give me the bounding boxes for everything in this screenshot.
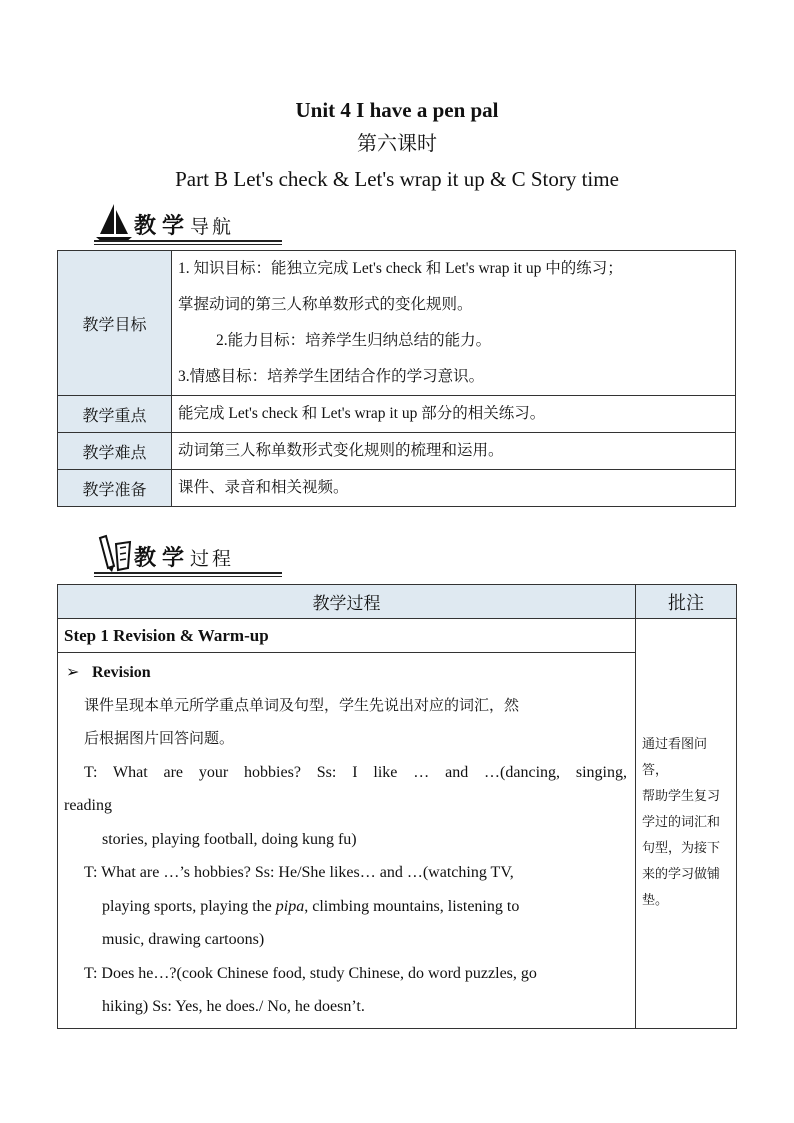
bullet-revision: ➢ Revision (64, 655, 629, 689)
lesson-part: Part B Let's check & Let's wrap it up & C Story time (175, 167, 619, 191)
notes-cell: 通过看图问答， 帮助学生复习 学过的词汇和 句型，为接下 来的学习做铺 垫。 (636, 619, 737, 1029)
column-header-notes: 批注 (636, 585, 737, 619)
banner-underline-thin (94, 244, 282, 245)
teaching-process-table (57, 584, 737, 1029)
table-row (58, 251, 736, 396)
row-label-difficulties: 教学难点 (58, 433, 172, 470)
column-header-process: 教学过程 (58, 585, 636, 619)
teaching-overview-table (57, 250, 736, 507)
banner-teaching-navigation (92, 200, 282, 246)
teaching-goals-content: 1. 知识目标：能独立完成 Let's check 和 Let's wrap it up 中的练习； 掌握动词的第三人称单数形式的变化规则。 2.能力目标：培养学生归纳总结的能力。 3.情感目标：培养学生团结合作的学习意识。 (172, 251, 736, 396)
key-points-content: 能完成 Let's check 和 Let's wrap it up 部分的相关练习。 (178, 405, 546, 422)
title-block (0, 95, 794, 197)
row-label-teaching-goals: 教学目标 (58, 251, 172, 396)
banner-label: 教学过程 (134, 546, 235, 571)
banner-underline (94, 572, 282, 574)
unit-title: Unit 4 I have a pen pal (295, 98, 499, 122)
row-label-preparation: 教学准备 (58, 470, 172, 507)
table-header-row (58, 585, 737, 619)
banner-label: 教学导航 (134, 214, 235, 239)
difficulties-content: 动词第三人称单数形式变化规则的梳理和运用。 (178, 442, 504, 459)
table-row (58, 653, 737, 1029)
table-row (58, 470, 736, 507)
table-row (58, 396, 736, 433)
table-row (58, 619, 737, 653)
step-body: ➢ Revision 课件呈现本单元所学重点单词及句型，学生先说出对应的词汇，然 后根据图片回答问题。 T: What are your hobbies? Ss: I like … and …(dancing, singing, reading stories, playing football, doing kung fu) T: What are …’s hobbies? Ss: He/She likes… and …(watching TV, playing sports, playing the pipa, climbing mountains, listening to music, drawing cartoons) T: Does he…?(cook Chinese food, study Chinese, do word puzzles, go hiking) Ss: Yes, he does./ No, he doesn’t. (58, 653, 636, 1029)
row-label-key-points: 教学重点 (58, 396, 172, 433)
banner-underline-thin (94, 576, 282, 577)
arrow-bullet-icon: ➢ (66, 662, 80, 681)
preparation-content: 课件、录音和相关视频。 (178, 479, 349, 496)
step-title: Step 1 Revision & Warm-up (58, 619, 636, 653)
table-row (58, 433, 736, 470)
banner-underline (94, 240, 282, 242)
lesson-number: 第六课时 (357, 131, 437, 155)
banner-teaching-process (92, 532, 282, 578)
